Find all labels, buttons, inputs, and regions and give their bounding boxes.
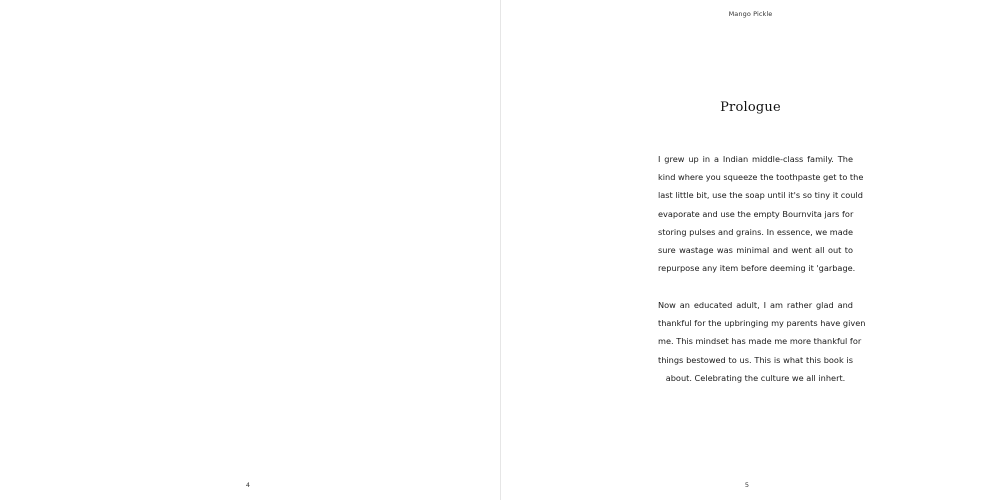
paragraph-line: me. This mindset has made me more thankful for	[658, 336, 862, 347]
paragraph-1	[658, 150, 864, 277]
chapter-title: Prologue	[720, 100, 781, 115]
paragraph-line: repurpose any item before deeming it 'garbage.	[658, 263, 856, 274]
right-page	[501, 0, 1000, 500]
running-head: Mango Pickle	[728, 10, 773, 18]
paragraph-line: kind where you squeeze the toothpaste get to the	[658, 172, 864, 183]
paragraph-line: evaporate and use the empty Bournvita jars for	[658, 208, 854, 219]
paragraph-line: sure wastage was minimal and went all out to	[658, 244, 853, 255]
page-number-right: 5	[744, 481, 750, 489]
paragraph-line: thankful for the upbringing my parents have given	[658, 318, 866, 329]
page-number-left: 4	[245, 481, 251, 489]
paragraph-line: things bestowed to us. This is what this book is	[658, 354, 853, 365]
paragraph-line: Now an educated adult, I am rather glad and	[658, 300, 853, 310]
paragraph-line: I grew up in a Indian middle-class family. The	[658, 154, 853, 164]
paragraph-line: about. Celebrating the culture we all inhert.	[665, 372, 846, 383]
paragraph-line: last little bit, use the soap until it's so tiny it could	[658, 190, 863, 201]
paragraph-line: storing pulses and grains. In essence, we made	[658, 226, 853, 237]
paragraph-2	[658, 296, 866, 387]
